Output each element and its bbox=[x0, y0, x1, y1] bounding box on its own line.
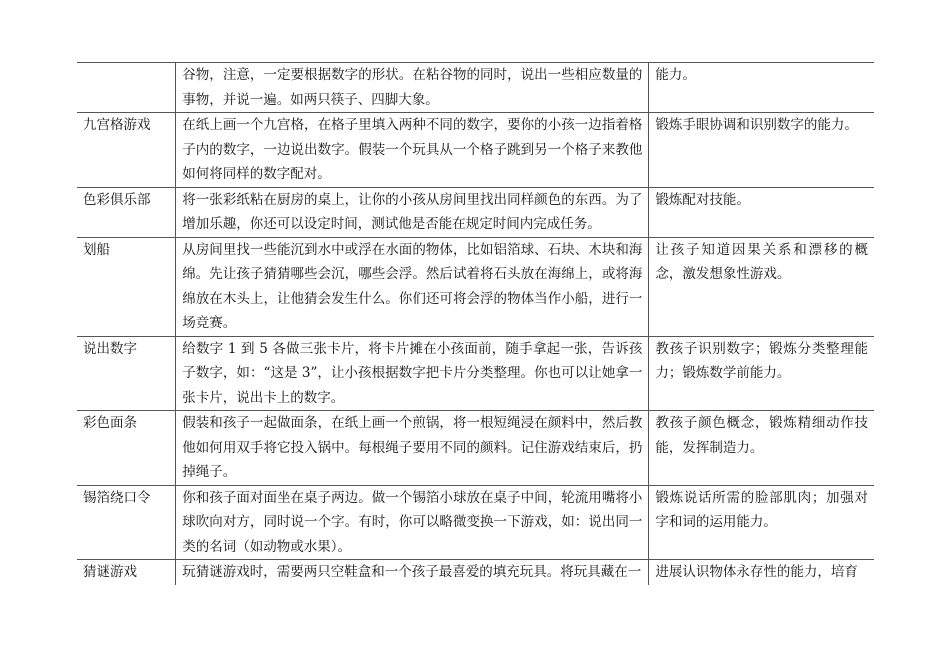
table-row bbox=[77, 113, 874, 188]
activity-name: 九宫格游戏 bbox=[77, 113, 176, 188]
table-row bbox=[77, 237, 874, 336]
activity-benefit: 让孩子知道因果关系和漂移的概念，激发想象性游戏。 bbox=[649, 237, 874, 336]
activity-description: 玩猜谜游戏时，需要两只空鞋盒和一个孩子最喜爱的填充玩具。将玩具藏在一 bbox=[176, 560, 649, 585]
activity-description: 谷物，注意，一定要根据数字的形状。在粘谷物的同时，说出一些相应数量的事物，并说一遍。如两只筷子、四脚大象。 bbox=[176, 63, 649, 113]
activity-description: 将一张彩纸粘在厨房的桌上，让你的小孩从房间里找出同样颜色的东西。为了增加乐趣，你还可以设定时间，测试他是否能在规定时间内完成任务。 bbox=[176, 187, 649, 237]
activity-description: 给数字 1 到 5 各做三张卡片，将卡片摊在小孩面前，随手拿起一张，告诉孩子数字，如：“这是 3”，让小孩根据数字把卡片分类整理。你也可以让她拿一张卡片，说出卡上的数字。 bbox=[176, 336, 649, 411]
table-row bbox=[77, 187, 874, 237]
activity-name: 锡箔绕口令 bbox=[77, 485, 176, 560]
activity-description: 从房间里找一些能沉到水中或浮在水面的物体，比如铝箔球、石块、木块和海绵。先让孩子猜猜哪些会沉，哪些会浮。然后试着将石头放在海绵上，或将海绵放在木头上，让他猜会发生什么。你们还可将会浮的物体当作小船，进行一场竞赛。 bbox=[176, 237, 649, 336]
activity-table bbox=[77, 62, 874, 585]
activity-benefit: 锻炼配对技能。 bbox=[649, 187, 874, 237]
activity-benefit: 教孩子识别数字；锻炼分类整理能力；锻炼数学前能力。 bbox=[649, 336, 874, 411]
table-row bbox=[77, 63, 874, 113]
activity-name: 划船 bbox=[77, 237, 176, 336]
activity-name: 说出数字 bbox=[77, 336, 176, 411]
activity-name: 彩色面条 bbox=[77, 411, 176, 486]
activity-name: 猜谜游戏 bbox=[77, 560, 176, 585]
activity-benefit: 锻炼手眼协调和识别数字的能力。 bbox=[649, 113, 874, 188]
activity-benefit: 教孩子颜色概念，锻炼精细动作技能，发挥制造力。 bbox=[649, 411, 874, 486]
activity-benefit: 能力。 bbox=[649, 63, 874, 113]
activity-description: 假装和孩子一起做面条，在纸上画一个煎锅，将一根短绳浸在颜料中，然后教他如何用双手将它投入锅中。每根绳子要用不同的颜料。记住游戏结束后，扔掉绳子。 bbox=[176, 411, 649, 486]
activity-description: 你和孩子面对面坐在桌子两边。做一个锡箔小球放在桌子中间，轮流用嘴将小球吹向对方，同时说一个字。有时，你可以略微变换一下游戏，如：说出同一类的名词（如动物或水果）。 bbox=[176, 485, 649, 560]
table-row bbox=[77, 560, 874, 585]
activity-name bbox=[77, 63, 176, 113]
activity-description: 在纸上画一个九宫格，在格子里填入两种不同的数字，要你的小孩一边指着格子内的数字，一边说出数字。假装一个玩具从一个格子跳到另一个格子来教他如何将同样的数字配对。 bbox=[176, 113, 649, 188]
table-row bbox=[77, 485, 874, 560]
activity-name: 色彩俱乐部 bbox=[77, 187, 176, 237]
table-row bbox=[77, 336, 874, 411]
activity-benefit: 锻炼说话所需的脸部肌肉；加强对字和词的运用能力。 bbox=[649, 485, 874, 560]
table-row bbox=[77, 411, 874, 486]
activity-benefit: 进展认识物体永存性的能力，培育 bbox=[649, 560, 874, 585]
